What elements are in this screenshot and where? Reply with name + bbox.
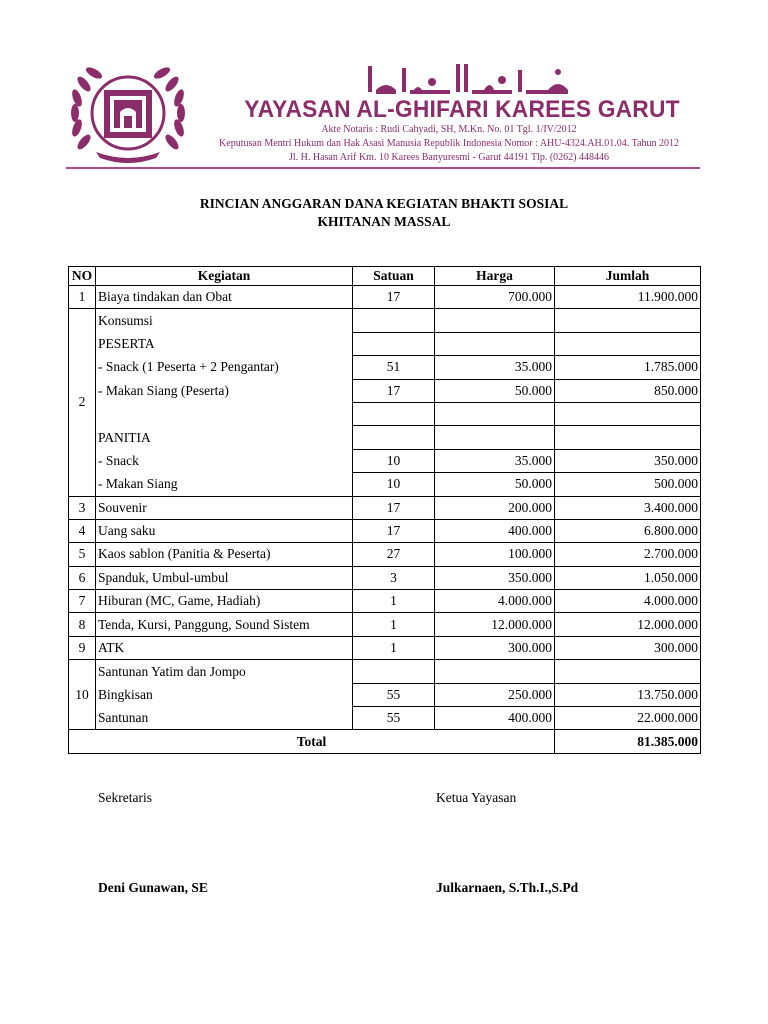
row-harga <box>435 309 555 332</box>
row-kegiatan: Hiburan (MC, Game, Hadiah) <box>96 590 353 613</box>
row-satuan: 10 <box>353 449 435 472</box>
letterhead-divider <box>66 167 700 169</box>
row-jumlah: 2.700.000 <box>555 543 701 566</box>
row-kegiatan: Biaya tindakan dan Obat <box>96 286 353 309</box>
row-kegiatan: Tenda, Kursi, Panggung, Sound Sistem <box>96 613 353 636</box>
row-kegiatan: Kaos sablon (Panitia & Peserta) <box>96 543 353 566</box>
foundation-emblem-icon <box>66 60 190 166</box>
row-no: 5 <box>69 543 96 566</box>
table-row <box>69 426 701 449</box>
total-label: Total <box>69 730 555 753</box>
signature-name-chairman: Julkarnaen, S.Th.I.,S.Pd <box>436 880 579 895</box>
row-harga: 300.000 <box>435 636 555 659</box>
table-row <box>69 356 701 379</box>
row-jumlah: 350.000 <box>555 449 701 472</box>
laurel-wreath-left <box>70 65 104 151</box>
table-row <box>69 473 701 496</box>
row-satuan: 27 <box>353 543 435 566</box>
row-harga <box>435 426 555 449</box>
table-header-row <box>69 267 701 286</box>
total-row <box>69 730 701 753</box>
row-jumlah: 6.800.000 <box>555 519 701 542</box>
row-no: 10 <box>69 660 96 730</box>
row-no: 6 <box>69 566 96 589</box>
row-no: 3 <box>69 496 96 519</box>
letterhead <box>66 58 700 170</box>
row-jumlah: 850.000 <box>555 379 701 402</box>
row-harga: 400.000 <box>435 707 555 730</box>
row-satuan: 10 <box>353 473 435 496</box>
document-title: RINCIAN ANGGARAN DANA KEGIATAN BHAKTI SOSIAL <box>199 196 569 211</box>
row-harga: 250.000 <box>435 683 555 706</box>
row-jumlah: 22.000.000 <box>555 707 701 730</box>
row-kegiatan: - Snack (1 Peserta + 2 Pengantar) <box>96 356 353 379</box>
row-harga: 400.000 <box>435 519 555 542</box>
document-subtitle: KHITANAN MASSAL <box>317 214 451 229</box>
row-jumlah: 13.750.000 <box>555 683 701 706</box>
row-jumlah: 12.000.000 <box>555 613 701 636</box>
arabic-calligraphy-logo <box>362 60 574 98</box>
header-harga: Harga <box>435 267 555 286</box>
row-satuan: 55 <box>353 683 435 706</box>
row-harga <box>435 402 555 425</box>
row-harga: 4.000.000 <box>435 590 555 613</box>
row-harga: 50.000 <box>435 379 555 402</box>
row-kegiatan: Souvenir <box>96 496 353 519</box>
laurel-wreath-right <box>152 65 186 151</box>
table-row <box>69 613 701 636</box>
row-jumlah: 1.050.000 <box>555 566 701 589</box>
row-jumlah <box>555 660 701 683</box>
row-satuan <box>353 402 435 425</box>
table-row <box>69 543 701 566</box>
row-satuan: 17 <box>353 519 435 542</box>
row-harga: 50.000 <box>435 473 555 496</box>
row-kegiatan: - Snack <box>96 449 353 472</box>
row-satuan: 1 <box>353 613 435 636</box>
table-row <box>69 379 701 402</box>
row-no: 9 <box>69 636 96 659</box>
row-no: 8 <box>69 613 96 636</box>
header-satuan: Satuan <box>353 267 435 286</box>
row-harga <box>435 332 555 355</box>
arabic-title-text: مؤسسة <box>467 80 471 81</box>
row-no: 4 <box>69 519 96 542</box>
row-kegiatan: PESERTA <box>96 332 353 355</box>
row-satuan: 17 <box>353 379 435 402</box>
signature-role-chairman: Ketua Yayasan <box>436 790 517 805</box>
row-jumlah: 4.000.000 <box>555 590 701 613</box>
row-harga: 12.000.000 <box>435 613 555 636</box>
table-row <box>69 590 701 613</box>
row-jumlah <box>555 402 701 425</box>
row-jumlah: 500.000 <box>555 473 701 496</box>
row-satuan: 51 <box>353 356 435 379</box>
row-satuan: 17 <box>353 496 435 519</box>
table-row <box>69 286 701 309</box>
row-harga: 200.000 <box>435 496 555 519</box>
header-jumlah: Jumlah <box>555 267 701 286</box>
row-jumlah <box>555 332 701 355</box>
row-harga: 35.000 <box>435 449 555 472</box>
row-kegiatan: Uang saku <box>96 519 353 542</box>
row-jumlah <box>555 309 701 332</box>
row-no: 2 <box>69 309 96 496</box>
row-satuan: 17 <box>353 286 435 309</box>
row-satuan <box>353 309 435 332</box>
budget-table <box>68 266 701 754</box>
table-row <box>69 496 701 519</box>
row-harga: 350.000 <box>435 566 555 589</box>
row-jumlah: 1.785.000 <box>555 356 701 379</box>
row-no: 1 <box>69 286 96 309</box>
row-harga <box>435 660 555 683</box>
row-satuan <box>353 660 435 683</box>
table-row <box>69 449 701 472</box>
row-satuan: 55 <box>353 707 435 730</box>
table-row <box>69 566 701 589</box>
row-kegiatan: PANITIA <box>96 426 353 449</box>
table-row <box>69 660 701 683</box>
row-jumlah <box>555 426 701 449</box>
row-satuan <box>353 332 435 355</box>
table-row <box>69 309 701 332</box>
row-satuan <box>353 426 435 449</box>
row-harga: 100.000 <box>435 543 555 566</box>
row-kegiatan: Spanduk, Umbul-umbul <box>96 566 353 589</box>
header-no: NO <box>69 267 96 286</box>
table-row <box>69 636 701 659</box>
row-no: 7 <box>69 590 96 613</box>
row-kegiatan: - Makan Siang <box>96 473 353 496</box>
row-kegiatan: ATK <box>96 636 353 659</box>
organization-name: YAYASAN AL-GHIFARI KAREES GARUT <box>244 96 680 123</box>
signature-role-secretary: Sekretaris <box>98 790 152 805</box>
row-harga: 700.000 <box>435 286 555 309</box>
row-kegiatan <box>96 402 353 425</box>
row-kegiatan: Bingkisan <box>96 683 353 706</box>
row-jumlah: 11.900.000 <box>555 286 701 309</box>
header-kegiatan: Kegiatan <box>96 267 353 286</box>
table-row <box>69 519 701 542</box>
table-row <box>69 332 701 355</box>
total-value: 81.385.000 <box>555 730 701 753</box>
row-kegiatan: - Makan Siang (Peserta) <box>96 379 353 402</box>
address-line: Jl. H. Hasan Arif Km. 10 Karees Banyuresmi - Garut 44191 Tlp. (0262) 448446 <box>288 152 610 163</box>
ministry-decree-line: Keputusan Mentri Hukum dan Hak Asasi Manusia Republik Indonesia Nomor : AHU-4324.AH.01.04. Tahun 2012 <box>219 138 679 149</box>
table-row <box>69 707 701 730</box>
table-row <box>69 683 701 706</box>
row-satuan: 1 <box>353 636 435 659</box>
row-kegiatan: Konsumsi <box>96 309 353 332</box>
row-jumlah: 3.400.000 <box>555 496 701 519</box>
row-kegiatan: Santunan Yatim dan Jompo <box>96 660 353 683</box>
notary-deed-line: Akte Notaris : Rudi Cahyadi, SH, M.Kn. No. 01 Tgl. 1/IV/2012 <box>321 124 577 135</box>
row-jumlah: 300.000 <box>555 636 701 659</box>
row-satuan: 1 <box>353 590 435 613</box>
row-kegiatan: Santunan <box>96 707 353 730</box>
signature-name-secretary: Deni Gunawan, SE <box>98 880 208 895</box>
row-harga: 35.000 <box>435 356 555 379</box>
table-row <box>69 402 701 425</box>
row-satuan: 3 <box>353 566 435 589</box>
